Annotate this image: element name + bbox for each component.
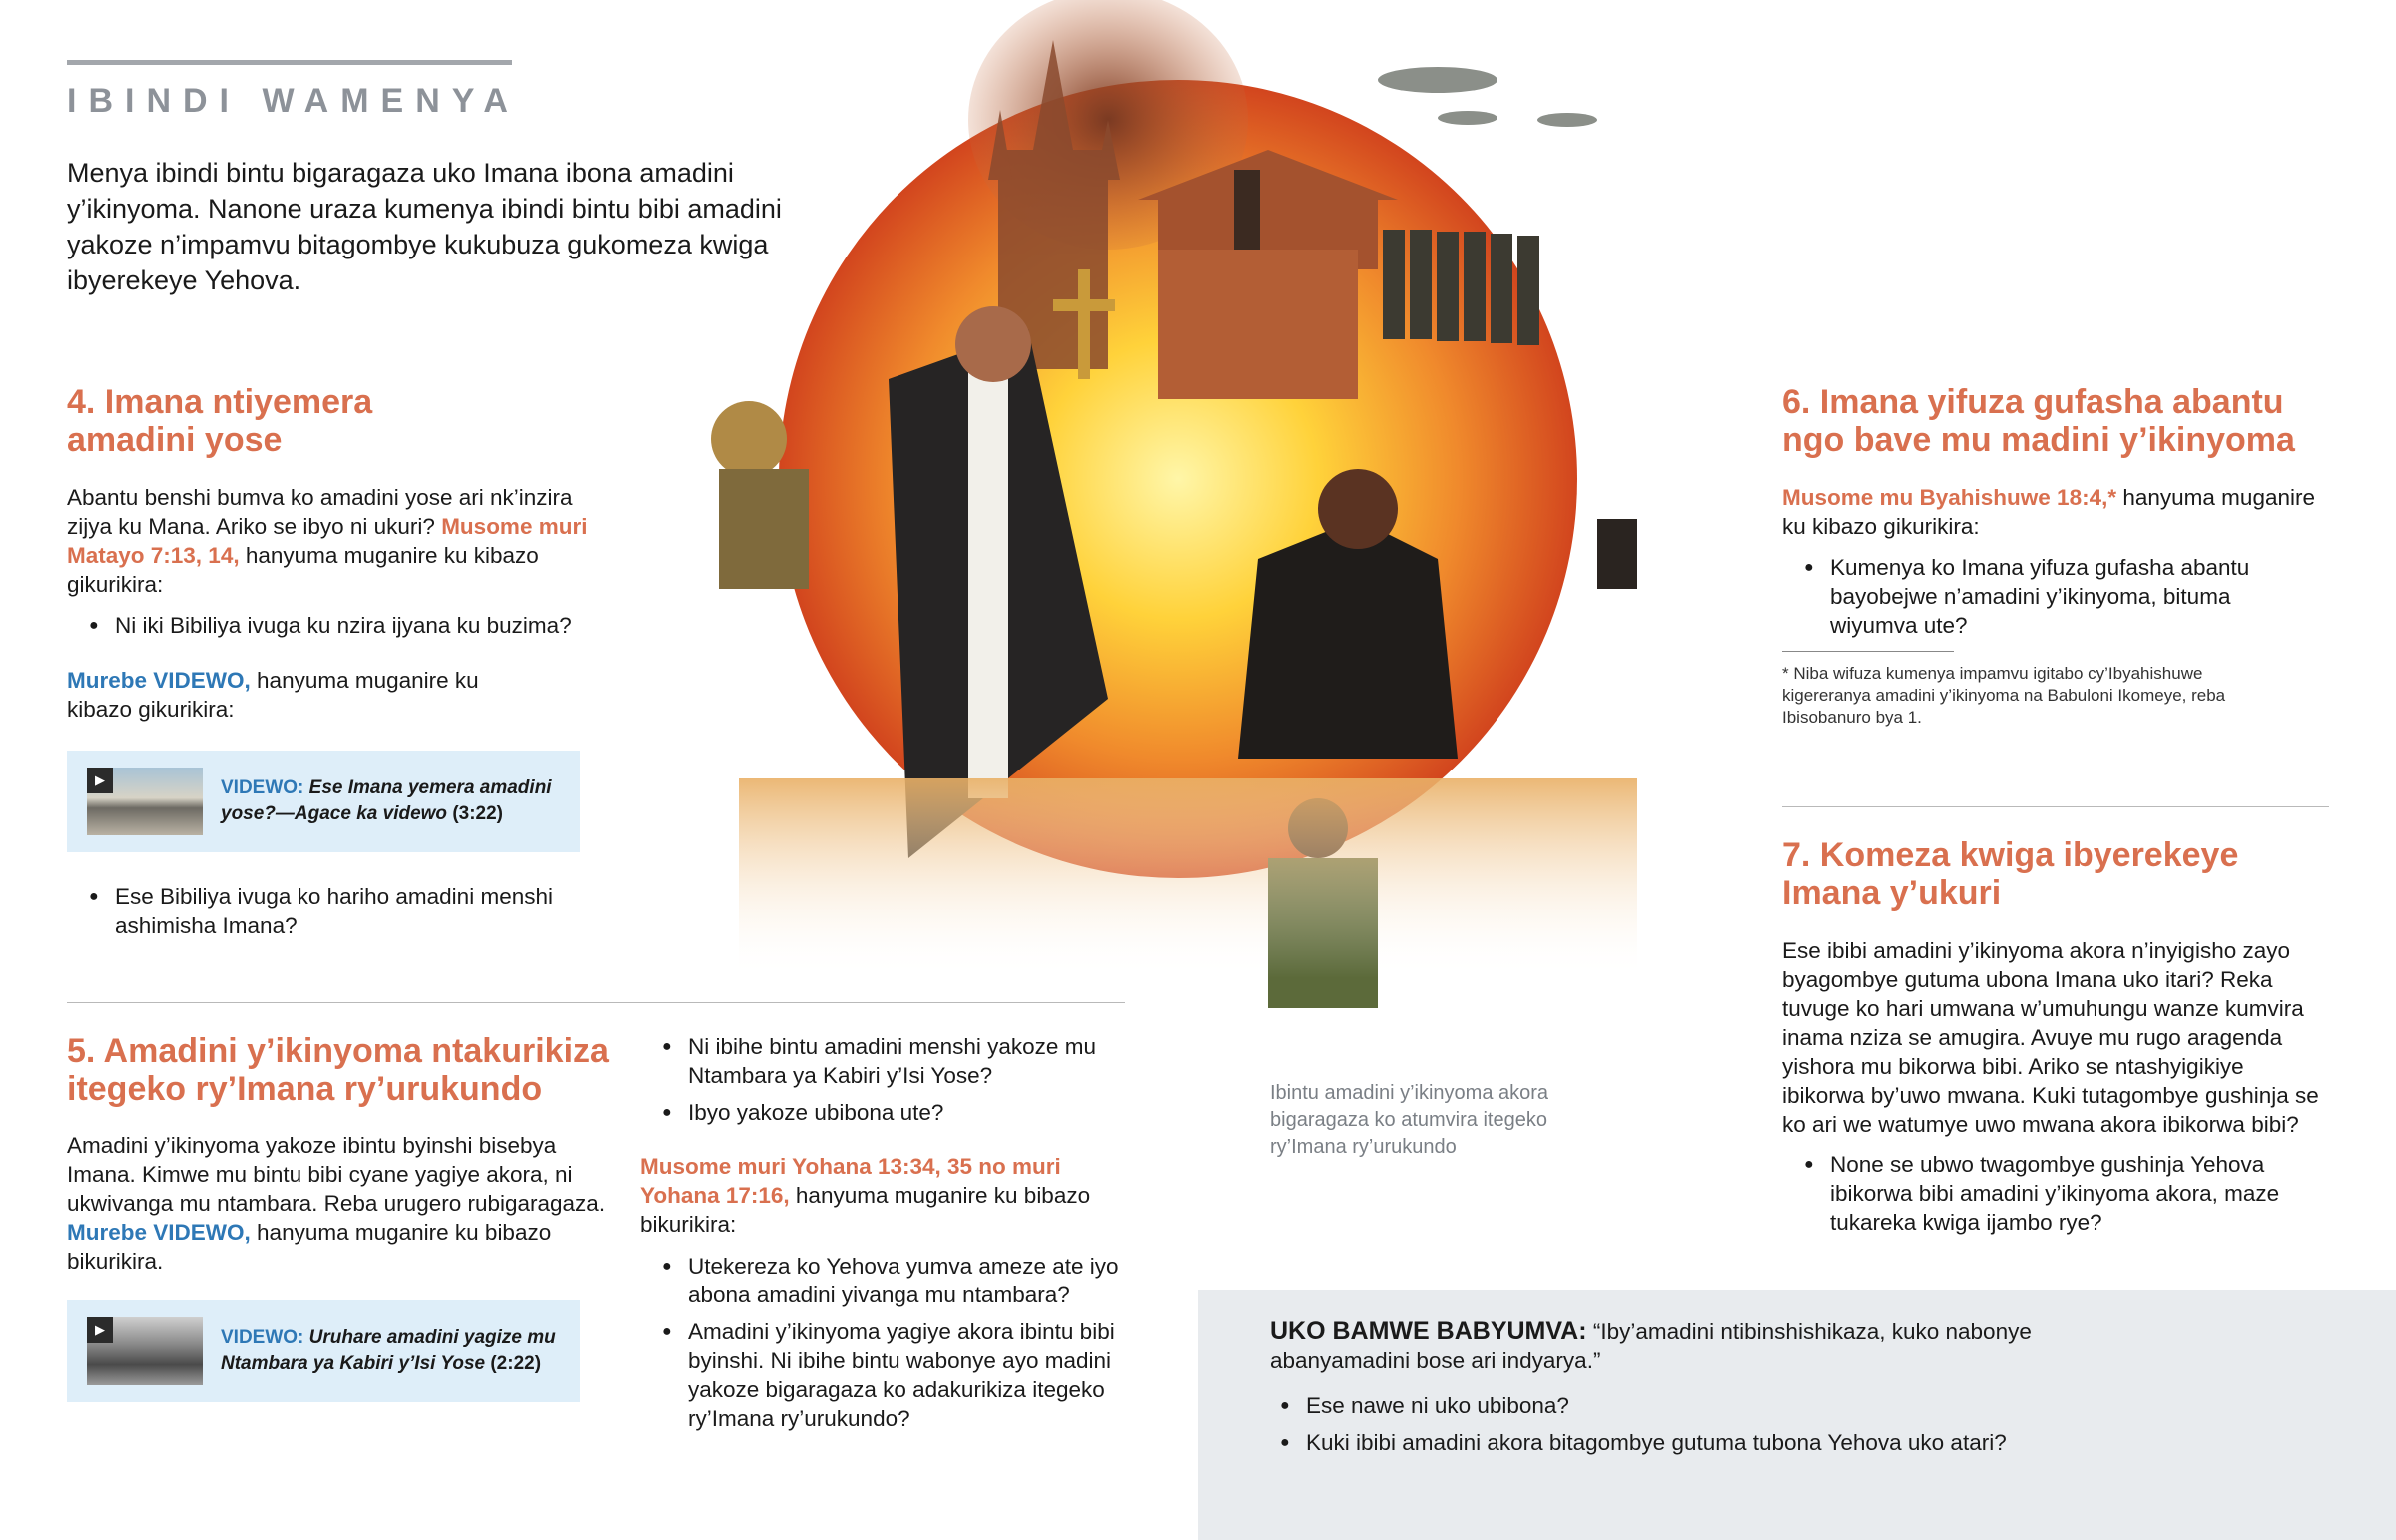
section5-title xyxy=(67,1032,646,1108)
section4-watch-video-link[interactable]: Murebe VIDEWO, xyxy=(67,668,251,693)
list-item: ● Ni ibihe bintu amadini menshi yakoze mu Ntambara ya Kabiri y’Isi Yose? xyxy=(640,1032,1129,1090)
section5-p2-tail: hanyuma muganire ku bibazo bikurikira: xyxy=(640,1183,1091,1237)
play-icon[interactable]: ▶ xyxy=(87,768,113,793)
section5-scripture-link[interactable]: Musome muri Yohana 13:34, 35 no muri Yohana 17:16, xyxy=(640,1154,1061,1208)
section7-title-line2: Imana y’ukuri xyxy=(1782,874,2002,912)
section6-question-list xyxy=(1782,553,2301,648)
section6-p1-tail: hanyuma muganire ku kibazo gikurikira: xyxy=(1782,485,2315,539)
play-icon[interactable]: ▶ xyxy=(87,1317,113,1343)
section4-p1-tail: hanyuma muganire ku kibazo gikurikira: xyxy=(67,543,539,597)
section5-video-card[interactable] xyxy=(67,1300,580,1402)
footnote-rule xyxy=(1782,651,1954,652)
header-bar xyxy=(67,60,512,65)
video-caption xyxy=(221,1325,560,1377)
section4-question-list-1 xyxy=(67,611,626,648)
section4-paragraph xyxy=(67,483,606,599)
section5-p1-text: Amadini y’ikinyoma yakoze ibintu byinshi bisebya Imana. Kimwe mu bintu bibi cyane yagiye akora, ni ukwivanga mu ntambara. Reba urugero rubigaragaza. xyxy=(67,1133,606,1216)
section6-paragraph xyxy=(1782,483,2321,541)
section5-paragraph xyxy=(67,1131,606,1276)
section4-question-list-2 xyxy=(67,882,606,948)
list-item: ● Utekereza ko Yehova yumva ameze ate iyo abona amadini yivanga mu ntambara? xyxy=(640,1252,1129,1309)
some-say-quote-text: “Iby’amadini ntibinshishikaza, kuko nabonye abanyamadini bose ari indyarya.” xyxy=(1270,1319,2032,1373)
section4-title-line1: 4. Imana ntiyemera xyxy=(67,383,373,421)
list-item: ● Ni iki Bibiliya ivuga ku nzira ijyana ku buzima? xyxy=(67,611,626,640)
video-label: VIDEWO: xyxy=(221,777,304,798)
some-say-quote xyxy=(1270,1317,2128,1375)
illustration-caption: Ibintu amadini y’ikinyoma akora bigaragaza ko atumvira itegeko ry’Imana ry’urukundo xyxy=(1270,1082,1549,1158)
section7-title-line1: 7. Komeza kwiga ibyerekeye xyxy=(1782,836,2239,874)
divider xyxy=(1782,806,2329,807)
section5-reading-paragraph xyxy=(640,1152,1119,1239)
list-item: ● Kuki ibibi amadini akora bitagombye gutuma tubona Yehova uko atari? xyxy=(1258,1428,2156,1457)
intro-text: Menya ibindi bintu bigaragaza uko Imana ibona amadini y’ikinyoma. Nanone uraza kumenya ibindi bintu bibi amadini yakoze n’impamvu bitagombye kukubuza gukomeza kwiga ibyerekeye Yehova. xyxy=(67,158,782,295)
section5-watch-video-link[interactable]: Murebe VIDEWO, xyxy=(67,1220,251,1245)
section4-watch-tail: hanyuma muganire ku kibazo gikurikira: xyxy=(67,668,479,722)
video-thumbnail[interactable] xyxy=(87,1317,203,1385)
bible-book xyxy=(1597,519,1637,589)
some-say-label: UKO BAMWE BABYUMVA: xyxy=(1270,1317,1587,1345)
section7-paragraph: Ese ibibi amadini y’ikinyoma akora n’inyigisho zayo byagombye gutuma ubona Imana uko itari? Reka tuvuge ko hari umwana w’umuhungu wanze kumvira inama nziza se amugira. Avuye mu rugo aragenda yishora mu bikorwa bibi. Ariko se ntashyigikiye ibikorwa by’uwo mwana. Kuki tutagombye gushinja se ko ari we watumye uwo mwana akora ibikorwa bibi? xyxy=(1782,938,2319,1137)
section6-scripture-link[interactable]: Musome mu Byahishuwe 18:4,* xyxy=(1782,485,2117,510)
soldier-statue xyxy=(1234,170,1260,250)
video-label: VIDEWO: xyxy=(221,1327,304,1348)
some-say-question-list xyxy=(1258,1391,2156,1465)
section4-video-card[interactable] xyxy=(67,751,580,852)
video-duration: (2:22) xyxy=(490,1353,542,1374)
section4-p1-text: Abantu benshi bumva ko amadini yose ari nk’inzira zijya ku Mana. Ariko se ibyo ni ukuri? xyxy=(67,485,573,539)
section5-title-line1: 5. Amadini y’ikinyoma ntakurikiza xyxy=(67,1032,609,1070)
airplanes xyxy=(1378,67,1597,127)
list-item: ● None se ubwo twagombye gushinja Yehova ibikorwa bibi amadini y’ikinyoma akora, maze tukareka kwiga ijambo rye? xyxy=(1782,1150,2301,1237)
video-title: Ese Imana yemera amadini yose?—Agace ka videwo xyxy=(221,777,552,824)
video-thumbnail[interactable] xyxy=(87,768,203,835)
section5-question-list-2 xyxy=(640,1252,1129,1441)
section4-watch-paragraph xyxy=(67,666,486,724)
list-item: ● Ibyo yakoze ubibona ute? xyxy=(640,1098,1129,1127)
list-item: ● Amadini y’ikinyoma yagiye akora ibintu bibi byinshi. Ni ibihe bintu wabonye ayo madini yakoze bigaragaza ko adakurikiza itegeko ry’Imana ry’urukundo? xyxy=(640,1317,1129,1433)
list-item: ● Ese nawe ni uko ubibona? xyxy=(1258,1391,2156,1420)
section4-scripture-link[interactable]: Musome muri Matayo 7:13, 14, xyxy=(67,514,588,568)
section5-title-line2: itegeko ry’Imana ry’urukundo xyxy=(67,1070,543,1108)
grass-field xyxy=(739,778,1637,978)
footnote: * Niba wifuza kumenya impamvu igitabo cy’Ibyahishuwe kigereranya amadini y’ikinyoma na Babuloni Ikomeye, reba Ibisobanuro bya 1. xyxy=(1782,664,2226,727)
video-title: Uruhare amadini yagize mu Ntambara ya Kabiri y’Isi Yose xyxy=(221,1327,556,1374)
section7-title xyxy=(1782,836,2341,912)
section5-watch-tail: hanyuma muganire ku bibazo bikurikira. xyxy=(67,1220,552,1274)
section4-title-line2: amadini yose xyxy=(67,421,283,459)
list-item: ● Kumenya ko Imana yifuza gufasha abantu bayobejwe n’amadini y’ikinyoma, bituma wiyumva ute? xyxy=(1782,553,2301,640)
section6-title xyxy=(1782,383,2341,459)
video-caption xyxy=(221,775,560,827)
section4-title xyxy=(67,383,626,459)
pedestal xyxy=(1158,250,1358,399)
illustration-religion-war xyxy=(639,0,1747,1058)
section7-question-list xyxy=(1782,1150,2301,1245)
section6-title-line1: 6. Imana yifuza gufasha abantu xyxy=(1782,383,2284,421)
list-item: ● Ese Bibiliya ivuga ko hariho amadini menshi ashimisha Imana? xyxy=(67,882,606,940)
video-duration: (3:22) xyxy=(452,803,504,824)
page-title: IBINDI WAMENYA xyxy=(67,82,520,120)
section6-title-line2: ngo bave mu madini y’ikinyoma xyxy=(1782,421,2295,459)
